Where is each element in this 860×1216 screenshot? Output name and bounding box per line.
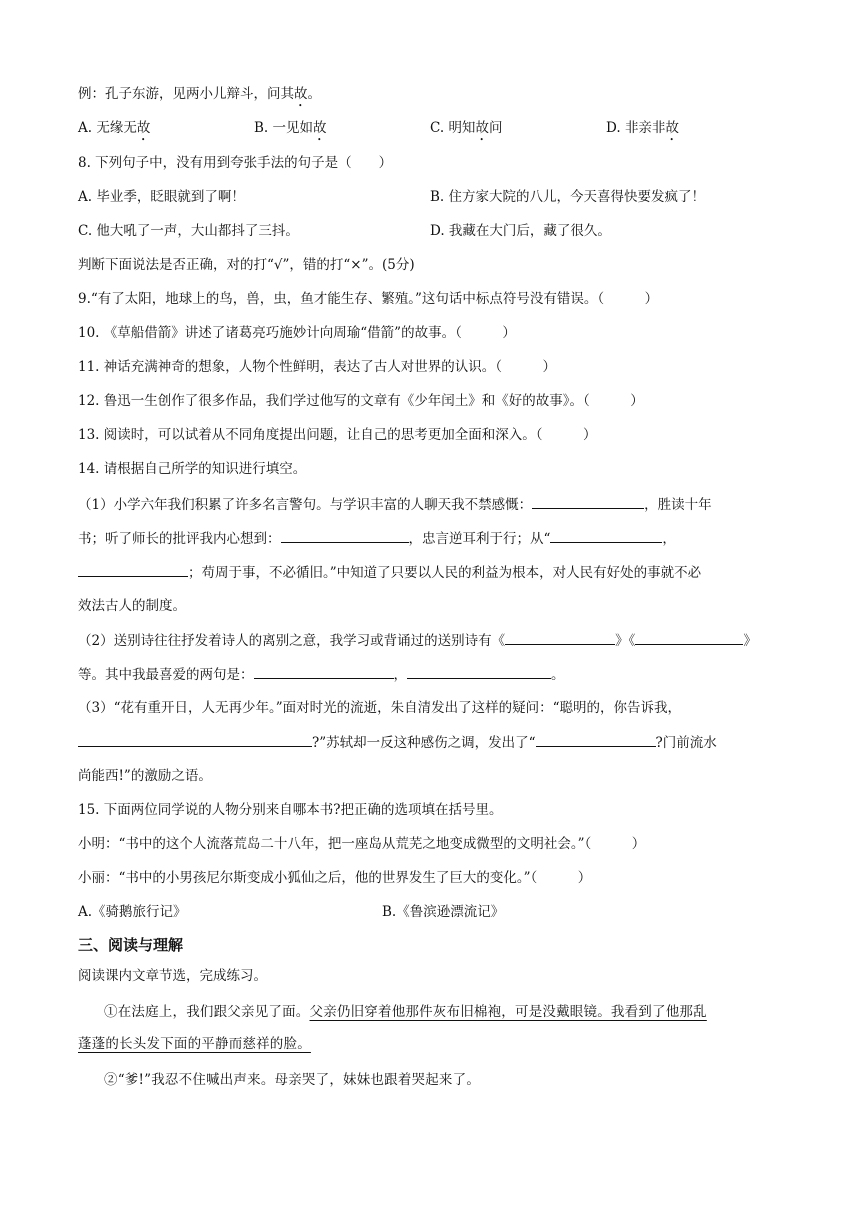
judge-item-9: 9.“有了太阳，地球上的鸟，兽，虫，鱼才能生存、繁殖。”这句话中标点符号没有错误。（ ）: [78, 291, 659, 307]
passage-paragraph-1-line2: [78, 1034, 311, 1054]
q15-option-b: B.《鲁滨逊漂流记》: [382, 904, 505, 920]
q14-part1-line4: 效法古人的制度。: [78, 598, 186, 614]
q14-part1-line3: ；苟周于事，不必循旧。”中知道了只要以人民的利益为根本，对人民有好处的事就不必: [78, 562, 701, 583]
q8-option-d: D. 我藏在大门后，藏了很久。: [430, 223, 611, 239]
q14-part2-line2: 等。其中我最喜爱的两句是： ， 。: [78, 664, 565, 685]
q15-stem: 15. 下面两位同学说的人物分别来自哪本书?把正确的选项填在括号里。: [78, 802, 503, 818]
q14-part3-line3: 尚能西!”的激励之语。: [78, 768, 212, 784]
q7-option-a: A. 无缘无故: [78, 120, 151, 136]
q15-xiaoming: 小明：“书中的这个人流落荒岛二十八年，把一座岛从荒芜之地变成微型的文明社会。”（ ）: [78, 836, 646, 852]
fill-blank[interactable]: [254, 664, 394, 679]
section-title: 三、阅读与理解: [78, 936, 184, 954]
q15-option-a: A.《骑鹅旅行记》: [78, 904, 187, 920]
fill-blank[interactable]: [550, 528, 662, 543]
underlined-sentence: 父亲仍旧穿着他那件灰布旧棉袍，可是没戴眼镜。我看到了他那乱: [309, 1004, 707, 1020]
q14-stem: 14. 请根据自己所学的知识进行填空。: [78, 461, 307, 477]
emphasis-char: 故: [294, 86, 308, 102]
passage-paragraph-2: ②“爹!”我忍不住喊出声来。母亲哭了，妹妹也跟着哭起来了。: [104, 1072, 481, 1088]
fill-blank[interactable]: [505, 630, 615, 645]
fill-blank[interactable]: [78, 562, 188, 577]
judge-item-11: 11. 神话充满神奇的想象，人物个性鲜明，表达了古人对世界的认识。（ ）: [78, 359, 557, 375]
passage-paragraph-1-line1: ①在法庭上，我们跟父亲见了面。父亲仍旧穿着他那件灰布旧棉袍，可是没戴眼镜。我看到了他那乱: [104, 1004, 707, 1020]
q7-option-d: D. 非亲非故: [606, 120, 679, 136]
q14-part3-line1: （3）“花有重开日，人无再少年。”面对时光的流逝，朱自清发出了这样的疑问：“聪明的，你告诉我，: [78, 700, 682, 716]
section-intro: 阅读课内文章节选，完成练习。: [78, 968, 267, 984]
underlined-sentence: 蓬蓬的长头发下面的平静而慈祥的脸。: [78, 1036, 311, 1052]
judge-instructions: 判断下面说法是否正确，对的打“√”，错的打“×”。(5分): [78, 257, 415, 273]
q14-part2-line1: （2）送别诗往往抒发着诗人的离别之意，我学习或背诵过的送别诗有《 》《 》: [78, 630, 757, 651]
fill-blank[interactable]: [407, 664, 551, 679]
q7-option-c: C. 明知故问: [430, 120, 503, 136]
q8-stem: 8. 下列句子中，没有用到夸张手法的句子是（ ）: [78, 155, 393, 171]
q14-part1-line2: 书；听了师长的批评我内心想到： ，忠言逆耳利于行；从“ ，: [78, 528, 676, 549]
fill-blank[interactable]: [536, 732, 656, 747]
q8-option-b: B. 住方家大院的八儿，今天喜得快要发疯了！: [430, 189, 706, 205]
fill-blank[interactable]: [281, 528, 409, 543]
judge-item-13: 13. 阅读时，可以试着从不同角度提出问题，让自己的思考更加全面和深入。（ ）: [78, 427, 597, 443]
q8-option-c: C. 他大吼了一声，大山都抖了三抖。: [78, 223, 299, 239]
q8-option-a: A. 毕业季，眨眼就到了啊！: [78, 189, 245, 205]
judge-item-12: 12. 鲁迅一生创作了很多作品，我们学过他写的文章有《少年闰土》和《好的故事》。（ ）: [78, 393, 644, 409]
example-line: 例：孔子东游，见两小儿辩斗，问其故。: [78, 86, 321, 102]
fill-blank[interactable]: [532, 494, 644, 509]
q14-part1-line1: （1）小学六年我们积累了许多名言警句。与学识丰富的人聊天我不禁感慨： ，胜读十年: [78, 494, 712, 515]
q14-part3-line2: ?”苏轼却一反这种感伤之调，发出了“ ?门前流水: [78, 732, 717, 753]
fill-blank[interactable]: [635, 630, 743, 645]
q7-option-b: B. 一见如故: [254, 120, 327, 136]
judge-item-10: 10. 《草船借箭》讲述了诸葛亮巧施妙计向周瑜“借箭”的故事。（ ）: [78, 325, 516, 341]
q15-xiaoli: 小丽：“书中的小男孩尼尔斯变成小狐仙之后，他的世界发生了巨大的变化。”（ ）: [78, 870, 592, 886]
fill-blank[interactable]: [78, 732, 312, 747]
